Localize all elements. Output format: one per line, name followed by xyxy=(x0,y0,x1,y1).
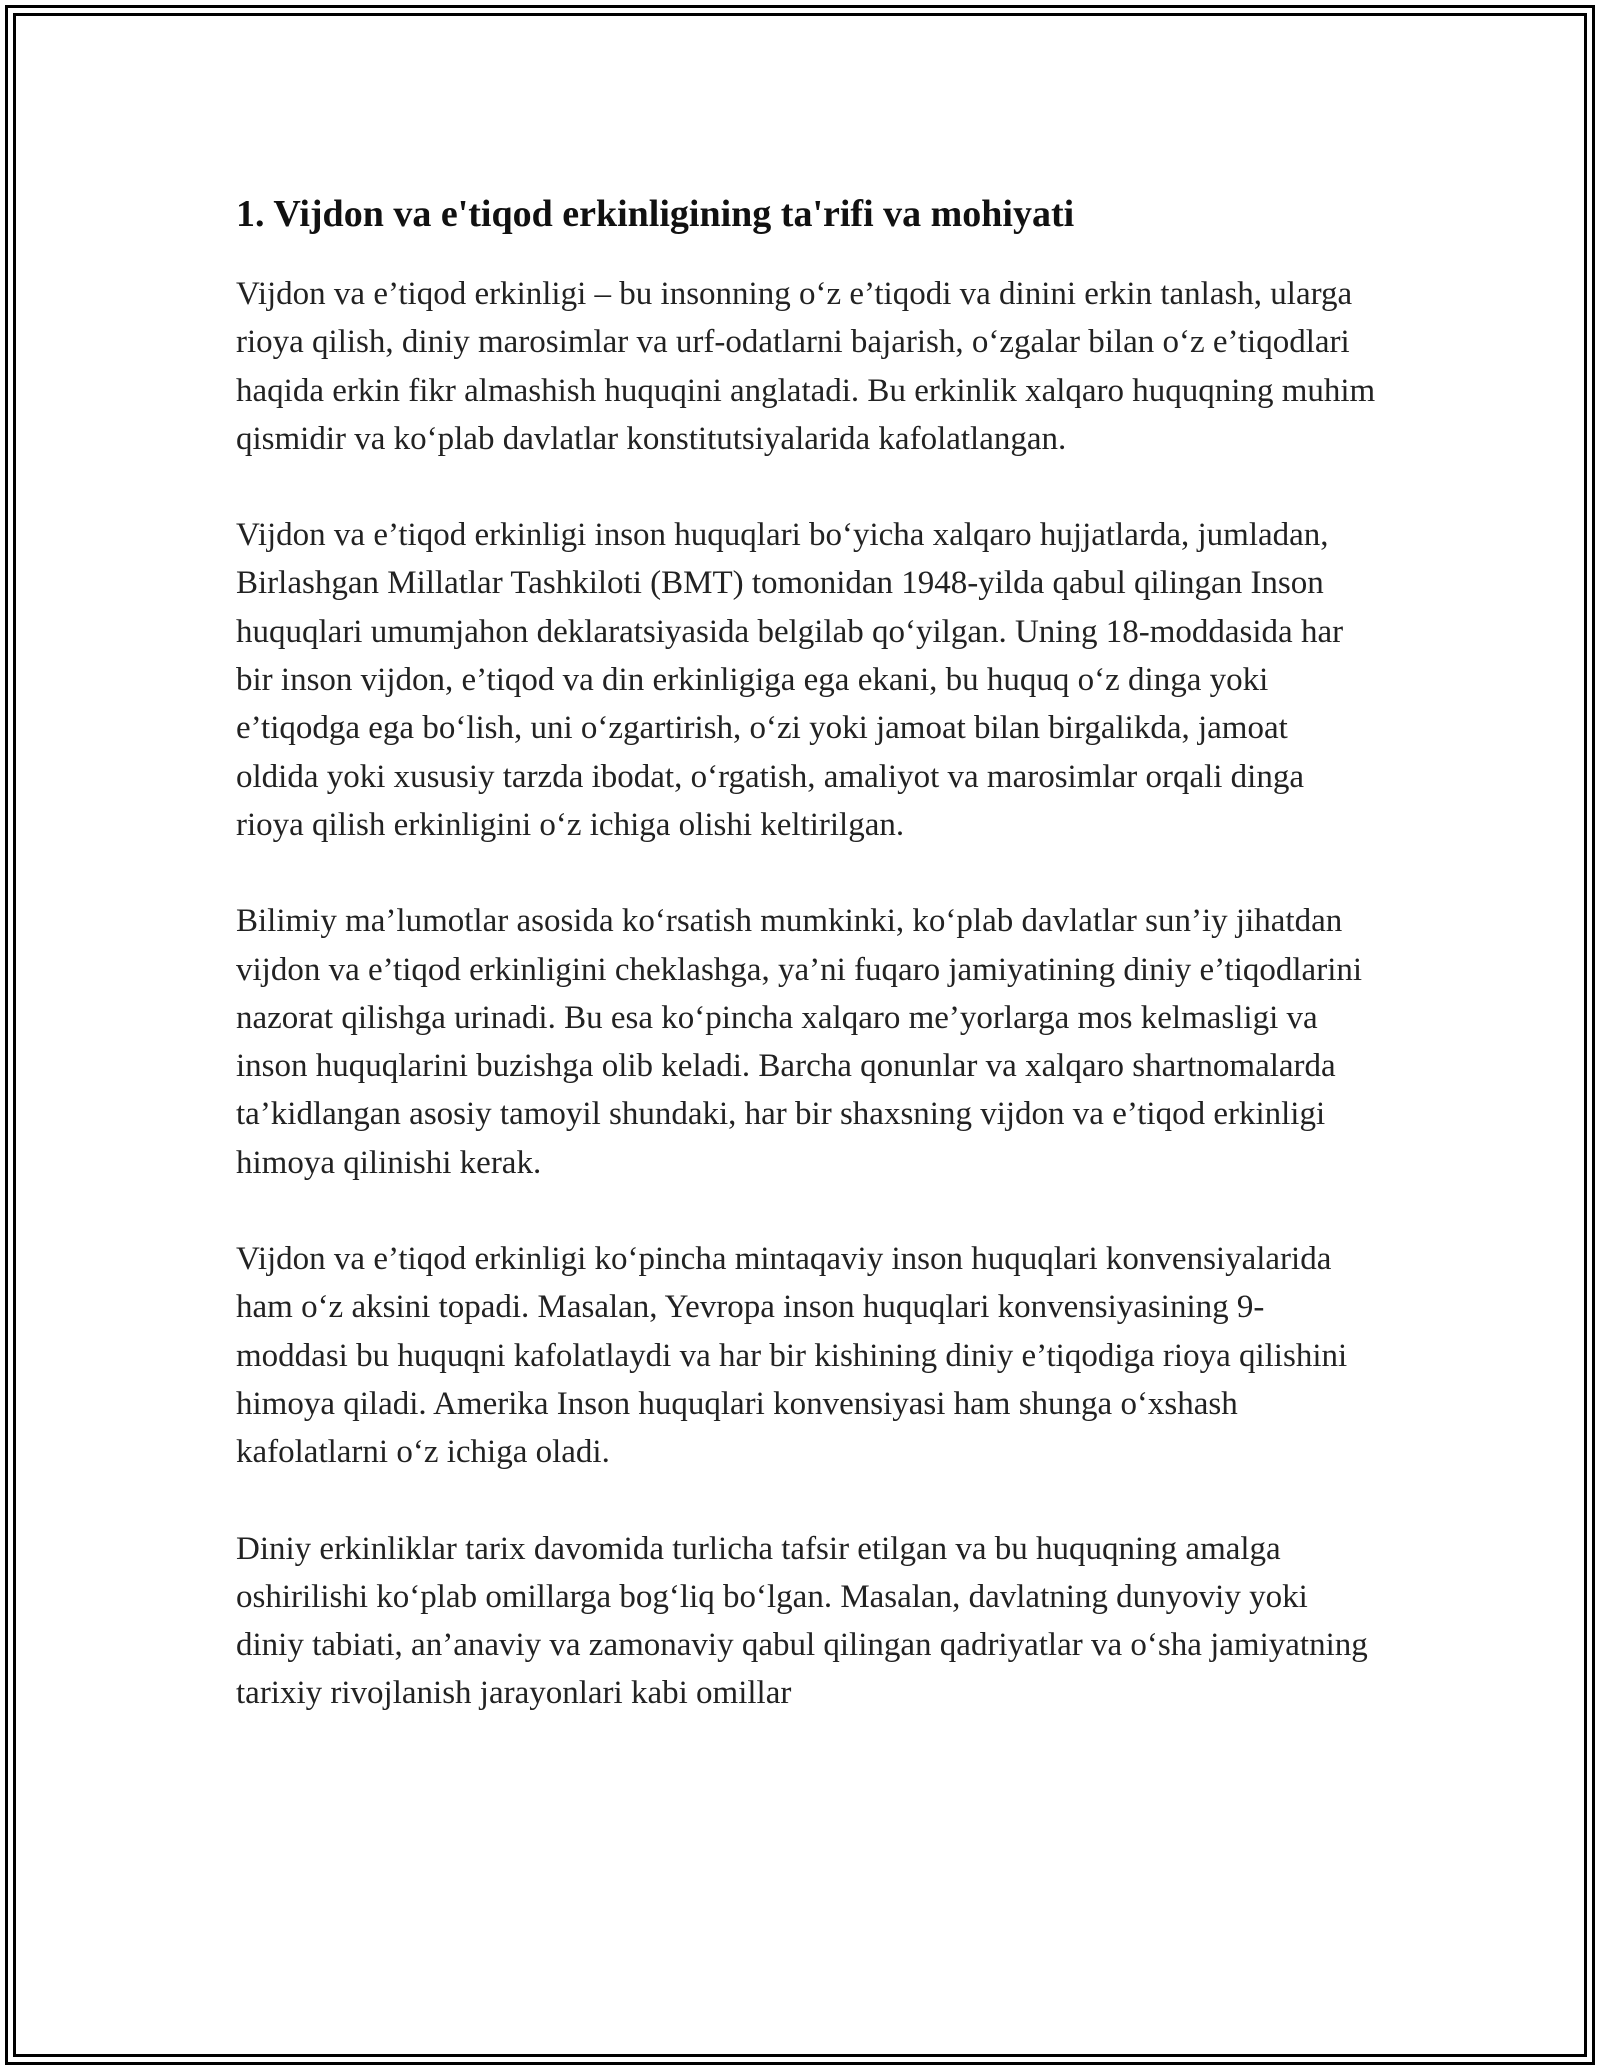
paragraph-1: Vijdon va e’tiqod erkinligi – bu insonning o‘z e’tiqodi va dinini erkin tanlash, ularga rioya qilish, diniy marosimlar va urf-odatlarni bajarish, o‘zgalar bilan o‘z e’tiqodlari haqida erkin fikr almashish huquqini anglatadi. Bu erkinlik xalqaro huquqning muhim qismidir va ko‘plab davlatlar konstitutsiyalarida kafolatlangan. xyxy=(236,276,1376,457)
document-body xyxy=(236,186,1376,1766)
section-heading: 1. Vijdon va e'tiqod erkinligining ta'rifi va mohiyati xyxy=(236,193,1075,235)
paragraph-2: Vijdon va e’tiqod erkinligi inson huquqlari bo‘yicha xalqaro hujjatlarda, jumladan, Birlashgan Millatlar Tashkiloti (BMT) tomonidan 1948-yilda qabul qilingan Inson huquqlari umumjahon deklaratsiyasida belgilab qo‘yilgan. Uning 18-moddasida har bir inson vijdon, e’tiqod va din erkinligiga ega ekani, bu huquq o‘z dinga yoki e’tiqodga ega bo‘lish, uni o‘zgartirish, o‘zi yoki jamoat bilan birgalikda, jamoat oldida yoki xususiy tarzda ibodat, o‘rgatish, amaliyot va marosimlar orqali dinga rioya qilish erkinligini o‘z ichiga olishi keltirilgan. xyxy=(236,517,1344,843)
paragraph-5: Diniy erkinliklar tarix davomida turlicha tafsir etilgan va bu huquqning amalga oshirilishi ko‘plab omillarga bog‘liq bo‘lgan. Masalan, davlatning dunyoviy yoki diniy tabiati, an’anaviy va zamonaviy qabul qilingan qadriyatlar va o‘sha jamiyatning tarixiy rivojlanish jarayonlari kabi omillar xyxy=(236,1530,1368,1712)
paragraph-4: Vijdon va e’tiqod erkinligi ko‘pincha mintaqaviy inson huquqlari konvensiyalarida ham o‘z aksini topadi. Masalan, Yevropa inson huquqlari konvensiyasining 9-moddasi bu huquqni kafolatlaydi va har bir kishining diniy e’tiqodiga rioya qilishini himoya qiladi. Amerika Inson huquqlari konvensiyasi ham shunga o‘xshash kafolatlarni o‘z ichiga oladi. xyxy=(236,1241,1348,1471)
paragraph-3: Bilimiy ma’lumotlar asosida ko‘rsatish mumkinki, ko‘plab davlatlar sun’iy jihatdan vijdon va e’tiqod erkinligini cheklashga, ya’ni fuqaro jamiyatining diniy e’tiqodlarini nazorat qilishga urinadi. Bu esa ko‘pincha xalqaro me’yorlarga mos kelmasligi va inson huquqlarini buzishga olib keladi. Barcha qonunlar va xalqaro shartnomalarda ta’kidlangan asosiy tamoyil shundaki, har bir shaxsning vijdon va e’tiqod erkinligi himoya qilinishi kerak. xyxy=(236,903,1363,1181)
